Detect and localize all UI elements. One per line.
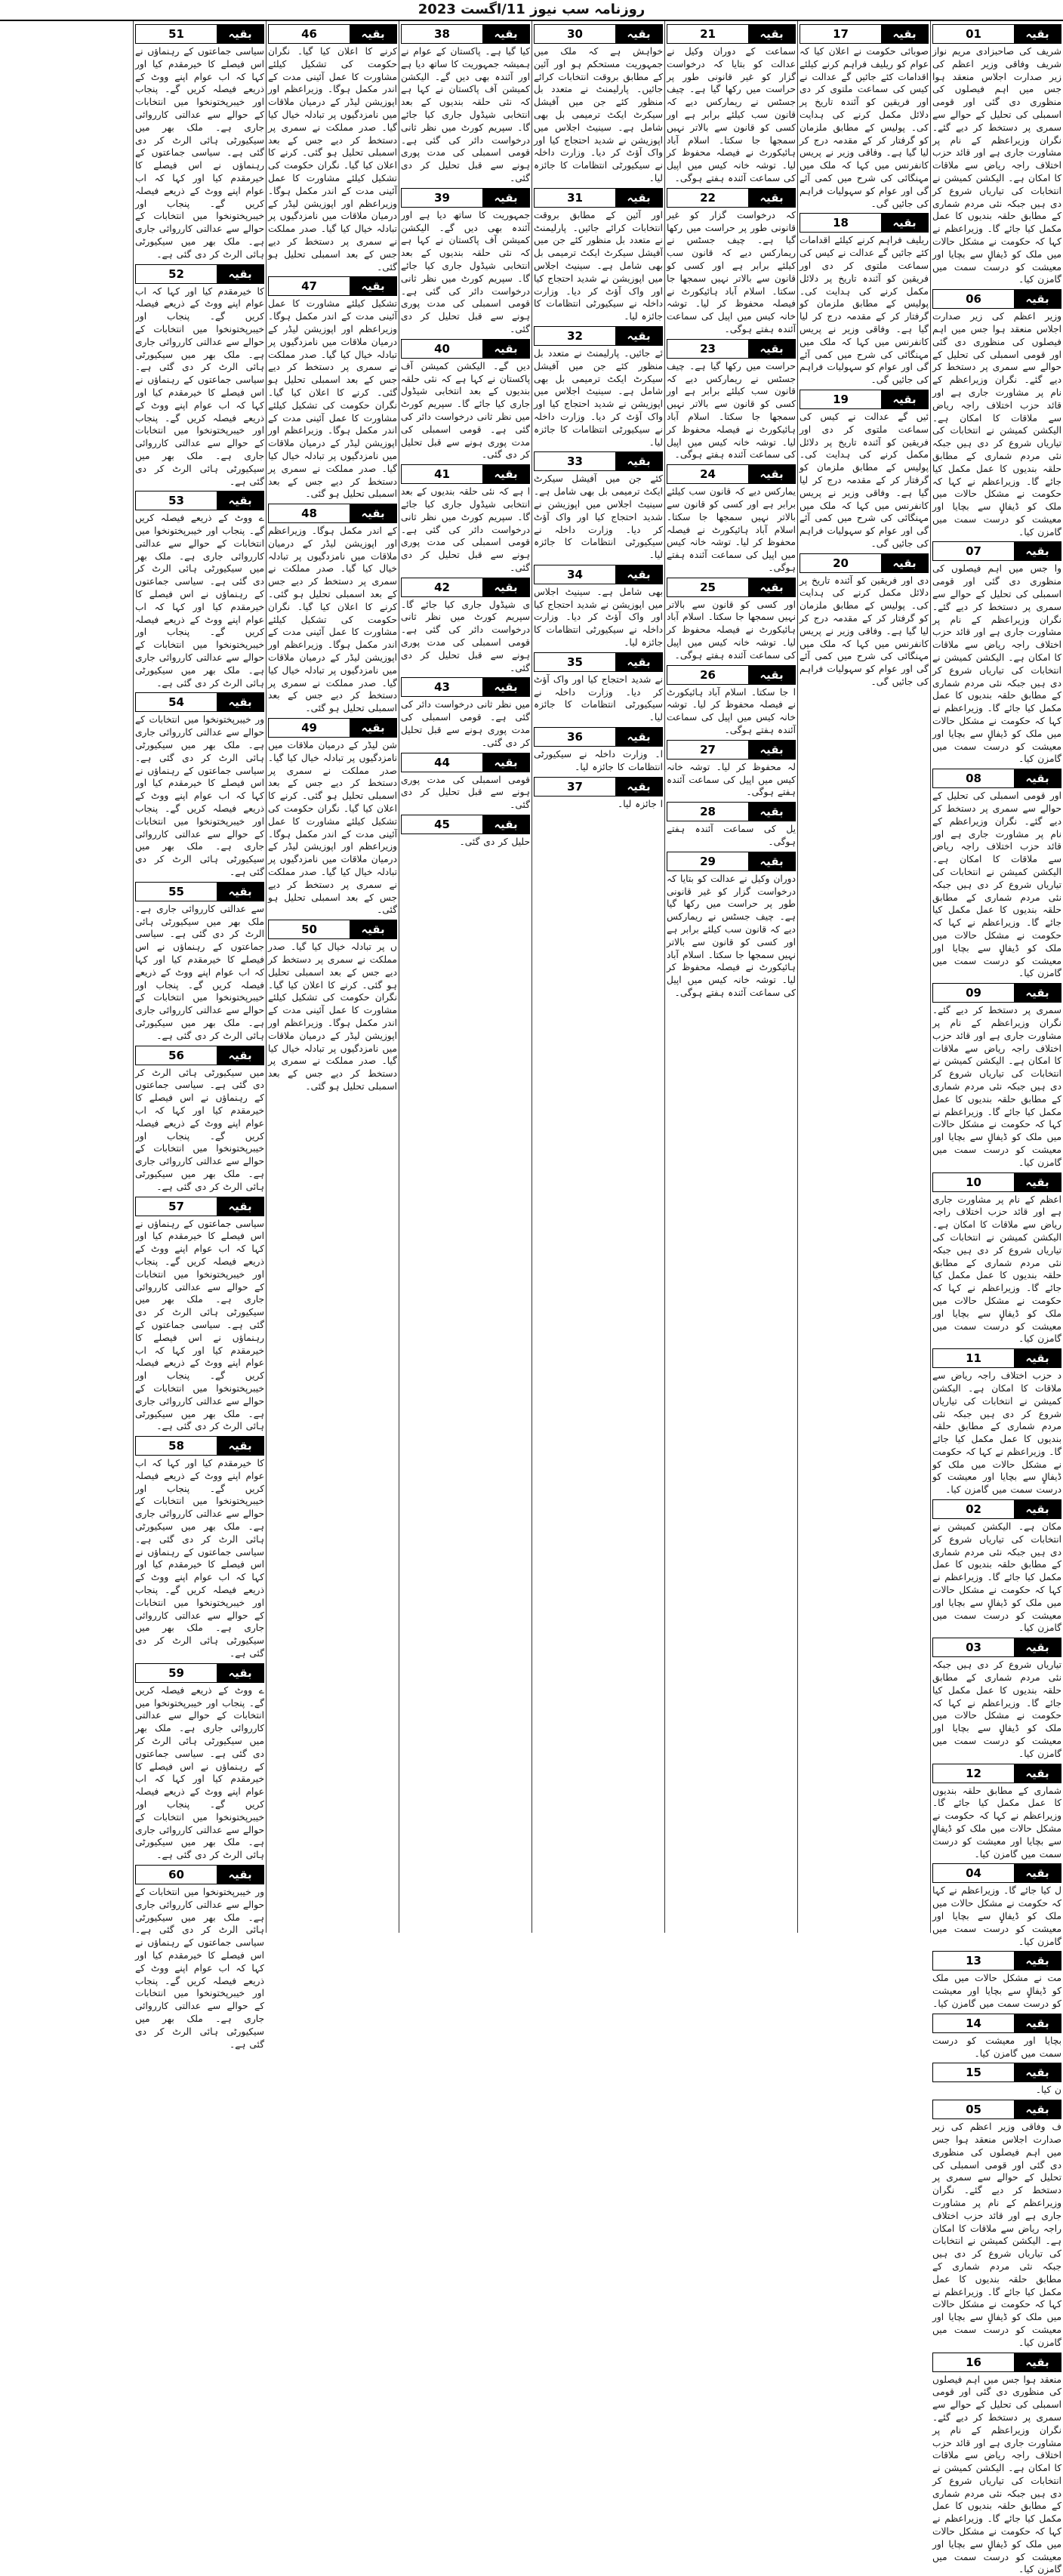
article-text: تشکیل کیلئے مشاورت کا عمل آئینی مدت کے اندر مکمل ہوگا۔ وزیراعظم اور اپوزیشن لیڈر کے درمیان ملاقات میں نامزدگیوں پر تبادلہ خیال کیا گیا۔ صدر مملکت نے سمری پر دستخط کر دیے جس کے بعد اسمبلی تحلیل ہو گئی۔ کرنے کا اعلان کیا گیا۔ نگران حکومت کی تشکیل کیلئے مشاورت کا عمل آئینی مدت کے اندر مکمل ہوگا۔ وزیراعظم اور اپوزیشن لیڈر کے درمیان ملاقات میں نامزدگیوں پر تبادلہ خیال کیا گیا۔ صدر مملکت نے سمری پر دستخط کر دیے جس کے بعد اسمبلی تحلیل ہو گئی۔ bbox=[268, 298, 397, 500]
article-text: ور خیبرپختونخوا میں انتخابات کے حوالے سے عدالتی کارروائی جاری ہے۔ ملک بھر میں سیکیورٹی ہائی الرٹ کر دی گئی ہے۔ سیاسی جماعتوں کے رہنماؤں نے اس فیصلے کا خیرمقدم کیا اور کہا کہ اب عوام اپنے ووٹ کے ذریعے فیصلہ کریں گے۔ پنجاب اور خیبرپختونخوا میں انتخابات کے حوالے سے عدالتی کارروائی جاری ہے۔ ملک بھر میں سیکیورٹی ہائی الرٹ کر دی گئی ہے۔ bbox=[135, 714, 264, 878]
continuation-box bbox=[135, 1197, 264, 1216]
continuation-label: بقیہ bbox=[881, 390, 928, 408]
continuation-label: بقیہ bbox=[748, 578, 795, 596]
article-text: لہ محفوظ کر لیا۔ توشہ خانہ کیس میں اپیل کی سماعت آئندہ ہفتے ہوگی۔ bbox=[667, 761, 796, 798]
continuation-box bbox=[800, 24, 929, 44]
continuation-label: بقیہ bbox=[350, 719, 396, 737]
continuation-box bbox=[667, 740, 796, 760]
continuation-number: 07 bbox=[933, 542, 1014, 560]
continuation-number: 46 bbox=[269, 25, 350, 43]
article-text: حراست میں رکھا گیا ہے۔ چیف جسٹس نے ریمارکس دیے کہ قانون سب کیلئے برابر ہے اور کسی کو قانون سے بالاتر نہیں سمجھا جا سکتا۔ اسلام آباد ہائیکورٹ نے فیصلہ محفوظ کر لیا۔ توشہ خانہ کیس میں اپیل کی سماعت آئندہ ہفتے ہوگی۔ bbox=[667, 360, 796, 461]
continuation-number: 35 bbox=[535, 653, 615, 671]
article-text: اور آئین کے مطابق بروقت انتخابات کرائے جائیں۔ پارلیمنٹ نے متعدد بل منظور کئے جن میں آفیشل سیکرٹ ایکٹ ترمیمی بل بھی شامل ہے۔ سینیٹ اجلاس میں اپوزیشن نے شدید احتجاج کیا اور واک آؤٹ کر دیا۔ وزارت داخلہ نے سیکیورٹی انتظامات کا جائزہ لیا۔ bbox=[534, 209, 663, 322]
continuation-box bbox=[667, 578, 796, 597]
continuation-label: بقیہ bbox=[1014, 25, 1061, 43]
continuation-label: بقیہ bbox=[1014, 769, 1061, 787]
continuation-box bbox=[932, 2063, 1061, 2082]
article-text: ا۔ وزارت داخلہ نے سیکیورٹی انتظامات کا جائزہ لیا۔ bbox=[534, 749, 663, 772]
article-text: منعقد ہوا جس میں اہم فیصلوں کی منظوری دی گئی اور قومی اسمبلی کی تحلیل کے حوالے سے سمری پر دستخط کر دیے گئے۔ نگران وزیراعظم کے نام پر مشاورت جاری ہے اور قائد حزب اختلاف راجہ ریاض سے ملاقات کا امکان ہے۔ الیکشن کمیشن نے انتخابات کی تیاریاں شروع کر دی ہیں جبکہ نئی مردم شماری کے مطابق حلقہ بندیوں کا عمل مکمل کیا جائے گا۔ وزیراعظم نے کہا کہ حکومت نے مشکل حالات میں ملک کو ڈیفالٟ سے بچایا اور معیشت کو درست سمت میں گامزن کیا۔ bbox=[932, 2374, 1061, 2575]
continuation-number: 25 bbox=[667, 578, 748, 596]
continuation-box bbox=[135, 1663, 264, 1683]
continuation-box bbox=[135, 491, 264, 510]
continuation-label: بقیہ bbox=[1014, 2100, 1061, 2118]
article-text: ریلیف فراہم کرنے کیلئے اقدامات کئے جائیں گے عدالت نے کیس کی سماعت ملتوی کر دی اور فریقین کو آئندہ تاریخ پر دلائل مکمل کرنے کی ہدایت کی۔ پولیس کے مطابق ملزمان کو گرفتار کر کے مقدمہ درج کر لیا گیا ہے۔ وفاقی وزیر نے پریس کانفرنس میں کہا کہ ملک میں مہنگائی کی شرح میں کمی آئے گی اور عوام کو سہولیات فراہم کی جائیں گی۔ bbox=[800, 235, 929, 386]
continuation-label: بقیہ bbox=[748, 25, 795, 43]
continuation-box bbox=[800, 390, 929, 409]
article-text: دوران وکیل نے عدالت کو بتایا کہ درخواست گزار کو غیر قانونی طور پر حراست میں رکھا گیا ہے۔ چیف جسٹس نے ریمارکس دیے کہ قانون سب کیلئے برابر ہے اور کسی کو قانون سے بالاتر نہیں سمجھا جا سکتا۔ اسلام آباد ہائیکورٹ نے فیصلہ محفوظ کر لیا۔ توشہ خانہ کیس میں اپیل کی سماعت آئندہ ہفتے ہوگی۔ bbox=[667, 873, 796, 999]
continuation-number: 30 bbox=[535, 25, 615, 43]
article-text: صوبائی حکومت نے اعلان کیا کہ عوام کو ریلیف فراہم کرنے کیلئے اقدامات کئے جائیں گے عدالت نے کیس کی سماعت ملتوی کر دی اور فریقین کو آئندہ تاریخ پر دلائل مکمل کرنے کی ہدایت کی۔ پولیس کے مطابق ملزمان کو گرفتار کر کے مقدمہ درج کر لیا گیا ہے۔ وفاقی وزیر نے پریس کانفرنس میں کہا کہ ملک میں مہنگائی کی شرح میں کمی آئے گی اور عوام کو سہولیات فراہم کی جائیں گی۔ bbox=[800, 46, 929, 209]
article-text: خواہش ہے کہ ملک میں جمہوریت مستحکم ہو اور آئین کے مطابق بروقت انتخابات کرائے جائیں۔ پارلیمنٹ نے متعدد بل منظور کئے جن میں آفیشل سیکرٹ ایکٹ ترمیمی بل بھی شامل ہے۔ سینیٹ اجلاس میں اپوزیشن نے شدید احتجاج کیا اور واک آؤٹ کر دیا۔ وزارت داخلہ نے سیکیورٹی انتظامات کا جائزہ لیا۔ bbox=[534, 46, 663, 183]
continuation-label: بقیہ bbox=[1014, 290, 1061, 308]
continuation-number: 31 bbox=[535, 189, 615, 207]
continuation-label: بقیہ bbox=[217, 1664, 263, 1682]
column-6 bbox=[266, 21, 399, 1933]
continuation-number: 32 bbox=[535, 327, 615, 345]
article-text: شماری کے مطابق حلقہ بندیوں کا عمل مکمل کیا جائے گا۔ وزیراعظم نے کہا کہ حکومت نے مشکل حالات میں ملک کو ڈیفالٟ سے بچایا اور معیشت کو درست سمت میں گامزن کیا۔ bbox=[932, 1785, 1061, 1860]
continuation-box bbox=[932, 2353, 1061, 2372]
continuation-box bbox=[534, 777, 663, 797]
article-text: سمری پر دستخط کر دیے گئے۔ نگران وزیراعظم کے نام پر مشاورت جاری ہے اور قائد حزب اختلاف راجہ ریاض سے ملاقات کا امکان ہے۔ الیکشن کمیشن نے انتخابات کی تیاریاں شروع کر دی ہیں جبکہ نئی مردم شماری کے مطابق حلقہ بندیوں کا عمل مکمل کیا جائے گا۔ وزیراعظم نے کہا کہ حکومت نے مشکل حالات میں ملک کو ڈیفالٟ سے بچایا اور معیشت کو درست سمت میں گامزن کیا۔ bbox=[932, 1005, 1061, 1168]
article-text: ئے جائیں۔ پارلیمنٹ نے متعدد بل منظور کئے جن میں آفیشل سیکرٹ ایکٹ ترمیمی بل بھی شامل ہے۔ سینیٹ اجلاس میں اپوزیشن نے شدید احتجاج کیا اور واک آؤٹ کر دیا۔ وزارت داخلہ نے سیکیورٹی انتظامات کا جائزہ لیا۔ bbox=[534, 347, 663, 448]
article-text: یمارکس دیے کہ قانون سب کیلئے برابر ہے اور کسی کو قانون سے بالاتر نہیں سمجھا جا سکتا۔ اسلام آباد ہائیکورٹ نے فیصلہ محفوظ کر لیا۔ توشہ خانہ کیس میں اپیل کی سماعت آئندہ ہفتے ہوگی۔ bbox=[667, 486, 796, 573]
article-text: کرنے کا اعلان کیا گیا۔ نگران حکومت کی تشکیل کیلئے مشاورت کا عمل آئینی مدت کے اندر مکمل ہوگا۔ وزیراعظم اور اپوزیشن لیڈر کے درمیان ملاقات میں نامزدگیوں پر تبادلہ خیال کیا گیا۔ صدر مملکت نے سمری پر دستخط کر دیے جس کے بعد اسمبلی تحلیل ہو گئی۔ کرنے کا اعلان کیا گیا۔ نگران حکومت کی تشکیل کیلئے مشاورت کا عمل آئینی مدت کے اندر مکمل ہوگا۔ وزیراعظم اور اپوزیشن لیڈر کے درمیان ملاقات میں نامزدگیوں پر تبادلہ خیال کیا گیا۔ صدر مملکت نے سمری پر دستخط کر دیے جس کے بعد اسمبلی تحلیل ہو گئی۔ bbox=[268, 46, 397, 273]
continuation-label: بقیہ bbox=[881, 554, 928, 572]
continuation-box bbox=[932, 769, 1061, 788]
continuation-label: بقیہ bbox=[881, 214, 928, 232]
continuation-number: 48 bbox=[269, 504, 350, 522]
continuation-label: بقیہ bbox=[350, 504, 396, 522]
article-text: دیں گے۔ الیکشن کمیشن آف پاکستان نے کہا ہے کہ نئی حلقہ بندیوں کے بعد انتخابی شیڈول جاری کیا جائے گا۔ سپریم کورٹ میں نظر ثانی درخواست دائر کی گئی ہے۔ قومی اسمبلی کی مدت پوری ہونے سے قبل تحلیل کر دی گئی۔ bbox=[401, 360, 530, 461]
continuation-label: بقیہ bbox=[1014, 1638, 1061, 1656]
continuation-number: 16 bbox=[933, 2353, 1014, 2371]
article-text: جمہوریت کا ساتھ دیا ہے اور آئندہ بھی دیں گے۔ الیکشن کمیشن آف پاکستان نے کہا ہے کہ نئی حلقہ بندیوں کے بعد انتخابی شیڈول جاری کیا جائے گا۔ سپریم کورٹ میں نظر ثانی درخواست دائر کی گئی ہے۔ قومی اسمبلی کی مدت پوری ہونے سے قبل تحلیل کر دی گئی۔ bbox=[401, 209, 530, 334]
article-text: مت نے مشکل حالات میں ملک کو ڈیفالٟ سے بچایا اور معیشت کو درست سمت میں گامزن کیا۔ bbox=[932, 1973, 1061, 2009]
continuation-box bbox=[135, 1865, 264, 1884]
continuation-number: 59 bbox=[136, 1664, 217, 1682]
continuation-number: 49 bbox=[269, 719, 350, 737]
continuation-number: 15 bbox=[933, 2063, 1014, 2081]
continuation-number: 55 bbox=[136, 883, 217, 901]
continuation-label: بقیہ bbox=[615, 189, 662, 207]
continuation-label: بقیہ bbox=[748, 852, 795, 870]
continuation-label: بقیہ bbox=[615, 25, 662, 43]
article-text: ئیں گے عدالت نے کیس کی سماعت ملتوی کر دی اور فریقین کو آئندہ تاریخ پر دلائل مکمل کرنے کی ہدایت کی۔ پولیس کے مطابق ملزمان کو گرفتار کر کے مقدمہ درج کر لیا گیا ہے۔ وفاقی وزیر نے پریس کانفرنس میں کہا کہ ملک میں مہنگائی کی شرح میں کمی آئے گی اور عوام کو سہولیات فراہم کی جائیں گی۔ bbox=[800, 411, 929, 549]
article-text: ے ووٹ کے ذریعے فیصلہ کریں گے۔ پنجاب اور خیبرپختونخوا میں انتخابات کے حوالے سے عدالتی کارروائی جاری ہے۔ ملک بھر میں سیکیورٹی ہائی الرٹ کر دی گئی ہے۔ سیاسی جماعتوں کے رہنماؤں نے اس فیصلے کا خیرمقدم کیا اور کہا کہ اب عوام اپنے ووٹ کے ذریعے فیصلہ کریں گے۔ پنجاب اور خیبرپختونخوا میں انتخابات کے حوالے سے عدالتی کارروائی جاری ہے۔ ملک بھر میں سیکیورٹی ہائی الرٹ کر دی گئی ہے۔ bbox=[135, 1684, 264, 1861]
continuation-number: 29 bbox=[667, 852, 748, 870]
continuation-label: بقیہ bbox=[1014, 2014, 1061, 2032]
article-text: دی اور فریقین کو آئندہ تاریخ پر دلائل مکمل کرنے کی ہدایت کی۔ پولیس کے مطابق ملزمان کو گرفتار کر کے مقدمہ درج کر لیا گیا ہے۔ وفاقی وزیر نے پریس کانفرنس میں کہا کہ ملک میں مہنگائی کی شرح میں کمی آئے گی اور عوام کو سہولیات فراہم کی جائیں گی۔ bbox=[800, 575, 929, 688]
article-text: مکان ہے۔ الیکشن کمیشن نے انتخابات کی تیاریاں شروع کر دی ہیں جبکہ نئی مردم شماری کے مطابق حلقہ بندیوں کا عمل مکمل کیا جائے گا۔ وزیراعظم نے کہا کہ حکومت نے مشکل حالات میں ملک کو ڈیفالٟ سے بچایا اور معیشت کو درست سمت میں گامزن کیا۔ bbox=[932, 1521, 1061, 1634]
continuation-number: 42 bbox=[402, 578, 482, 596]
continuation-box bbox=[667, 464, 796, 484]
continuation-box bbox=[401, 339, 530, 359]
column-5 bbox=[399, 21, 532, 1933]
continuation-box bbox=[268, 24, 397, 44]
article-text: ا جائزہ لیا۔ bbox=[618, 798, 663, 809]
continuation-label: بقیہ bbox=[482, 465, 529, 483]
continuation-number: 41 bbox=[402, 465, 482, 483]
continuation-box bbox=[534, 727, 663, 747]
continuation-number: 54 bbox=[136, 693, 217, 711]
continuation-box bbox=[401, 464, 530, 484]
column-8 bbox=[0, 21, 133, 1933]
article-text: اعظم کے نام پر مشاورت جاری ہے اور قائد حزب اختلاف راجہ ریاض سے ملاقات کا امکان ہے۔ الیکشن کمیشن نے انتخابات کی تیاریاں شروع کر دی ہیں جبکہ نئی مردم شماری کے مطابق حلقہ بندیوں کا عمل مکمل کیا جائے گا۔ وزیراعظم نے کہا کہ حکومت نے مشکل حالات میں ملک کو ڈیفالٟ سے بچایا اور معیشت کو درست سمت میں گامزن کیا۔ bbox=[932, 1194, 1061, 1345]
article-text: حلیل کر دی گئی۔ bbox=[459, 837, 530, 848]
article-text: اور قومی اسمبلی کی تحلیل کے حوالے سے سمری پر دستخط کر دیے گئے۔ نگران وزیراعظم کے نام پر مشاورت جاری ہے اور قائد حزب اختلاف راجہ ریاض سے ملاقات کا امکان ہے۔ الیکشن کمیشن نے انتخابات کی تیاریاں شروع کر دی ہیں جبکہ نئی مردم شماری کے مطابق حلقہ بندیوں کا عمل مکمل کیا جائے گا۔ وزیراعظم نے کہا کہ حکومت نے مشکل حالات میں ملک کو ڈیفالٟ سے بچایا اور معیشت کو درست سمت میں گامزن کیا۔ bbox=[932, 790, 1061, 979]
continuation-number: 47 bbox=[269, 277, 350, 295]
article-text: کہ درخواست گزار کو غیر قانونی طور پر حراست میں رکھا گیا ہے۔ چیف جسٹس نے ریمارکس دیے کہ قانون سب کیلئے برابر ہے اور کسی کو قانون سے بالاتر نہیں سمجھا جا سکتا۔ اسلام آباد ہائیکورٹ نے فیصلہ محفوظ کر لیا۔ توشہ خانہ کیس میں اپیل کی سماعت آئندہ ہفتے ہوگی۔ bbox=[667, 209, 796, 334]
article-text: نے شدید احتجاج کیا اور واک آؤٹ کر دیا۔ وزارت داخلہ نے سیکیورٹی انتظامات کا جائزہ لیا۔ bbox=[534, 673, 663, 723]
continuation-box bbox=[932, 1951, 1061, 1971]
article-text: کا خیرمقدم کیا اور کہا کہ اب عوام اپنے ووٹ کے ذریعے فیصلہ کریں گے۔ پنجاب اور خیبرپختونخوا میں انتخابات کے حوالے سے عدالتی کارروائی جاری ہے۔ ملک بھر میں سیکیورٹی ہائی الرٹ کر دی گئی ہے۔ سیاسی جماعتوں کے رہنماؤں نے اس فیصلے کا خیرمقدم کیا اور کہا کہ اب عوام اپنے ووٹ کے ذریعے فیصلہ کریں گے۔ پنجاب اور خیبرپختونخوا میں انتخابات کے حوالے سے عدالتی کارروائی جاری ہے۔ ملک بھر میں سیکیورٹی ہائی الرٹ کر دی گئی ہے۔ bbox=[135, 285, 264, 487]
continuation-number: 58 bbox=[136, 1437, 217, 1455]
continuation-box bbox=[534, 451, 663, 471]
continuation-number: 20 bbox=[800, 554, 881, 572]
continuation-label: بقیہ bbox=[482, 189, 529, 207]
continuation-label: بقیہ bbox=[748, 741, 795, 759]
continuation-label: بقیہ bbox=[748, 189, 795, 207]
article-text: میں سیکیورٹی ہائی الرٹ کر دی گئی ہے۔ سیاسی جماعتوں کے رہنماؤں نے اس فیصلے کا خیرمقدم کیا اور کہا کہ اب عوام اپنے ووٹ کے ذریعے فیصلہ کریں گے۔ پنجاب اور خیبرپختونخوا میں انتخابات کے حوالے سے عدالتی کارروائی جاری ہے۔ ملک بھر میں سیکیورٹی ہائی الرٹ کر دی گئی ہے۔ bbox=[135, 1067, 264, 1192]
continuation-label: بقیہ bbox=[748, 465, 795, 483]
continuation-label: بقیہ bbox=[482, 25, 529, 43]
continuation-number: 50 bbox=[269, 920, 350, 938]
continuation-number: 21 bbox=[667, 25, 748, 43]
continuation-box bbox=[932, 24, 1061, 44]
continuation-number: 33 bbox=[535, 452, 615, 470]
continuation-box bbox=[932, 541, 1061, 561]
continuation-number: 51 bbox=[136, 25, 217, 43]
continuation-box bbox=[932, 289, 1061, 309]
continuation-box bbox=[534, 652, 663, 672]
article-text: وزیر اعظم کی زیر صدارت اجلاس منعقد ہوا جس میں اہم فیصلوں کی منظوری دی گئی اور قومی اسمبلی کی تحلیل کے حوالے سے سمری پر دستخط کر دیے گئے۔ نگران وزیراعظم کے نام پر مشاورت جاری ہے اور قائد حزب اختلاف راجہ ریاض سے ملاقات کا امکان ہے۔ الیکشن کمیشن نے انتخابات کی تیاریاں شروع کر دی ہیں جبکہ نئی مردم شماری کے مطابق حلقہ بندیوں کا عمل مکمل کیا جائے گا۔ وزیراعظم نے کہا کہ حکومت نے مشکل حالات میں ملک کو ڈیفالٟ سے بچایا اور معیشت کو درست سمت میں گامزن کیا۔ bbox=[932, 311, 1061, 538]
continuation-label: بقیہ bbox=[217, 883, 263, 901]
continuation-number: 04 bbox=[933, 1864, 1014, 1882]
article-text: ف وفاقی وزیر اعظم کی زیر صدارت اجلاس منعقد ہوا جس میں اہم فیصلوں کی منظوری دی گئی اور قومی اسمبلی کی تحلیل کے حوالے سے سمری پر دستخط کر دیے گئے۔ نگران وزیراعظم کے نام پر مشاورت جاری ہے اور قائد حزب اختلاف راجہ ریاض سے ملاقات کا امکان ہے۔ الیکشن کمیشن نے انتخابات کی تیاریاں شروع کر دی ہیں جبکہ نئی مردم شماری کے مطابق حلقہ بندیوں کا عمل مکمل کیا جائے گا۔ وزیراعظم نے کہا کہ حکومت نے مشکل حالات میں ملک کو ڈیفالٟ سے بچایا اور معیشت کو درست سمت میں گامزن کیا۔ bbox=[932, 2122, 1061, 2348]
continuation-label: بقیہ bbox=[217, 265, 263, 283]
article-text: ا ہے کہ نئی حلقہ بندیوں کے بعد انتخابی شیڈول جاری کیا جائے گا۔ سپریم کورٹ میں نظر ثانی درخواست دائر کی گئی ہے۔ قومی اسمبلی کی مدت پوری ہونے سے قبل تحلیل کر دی گئی۔ bbox=[401, 486, 530, 573]
continuation-label: بقیہ bbox=[748, 803, 795, 821]
article-text: اور کسی کو قانون سے بالاتر نہیں سمجھا جا سکتا۔ اسلام آباد ہائیکورٹ نے فیصلہ محفوظ کر لیا۔ توشہ خانہ کیس میں اپیل کی سماعت آئندہ ہفتے ہوگی۔ bbox=[667, 599, 796, 661]
continuation-label: بقیہ bbox=[1014, 1173, 1061, 1191]
article-text: کا خیرمقدم کیا اور کہا کہ اب عوام اپنے ووٹ کے ذریعے فیصلہ کریں گے۔ پنجاب اور خیبرپختونخوا میں انتخابات کے حوالے سے عدالتی کارروائی جاری ہے۔ ملک بھر میں سیکیورٹی ہائی الرٹ کر دی گئی ہے۔ سیاسی جماعتوں کے رہنماؤں نے اس فیصلے کا خیرمقدم کیا اور کہا کہ اب عوام اپنے ووٹ کے ذریعے فیصلہ کریں گے۔ پنجاب اور خیبرپختونخوا میں انتخابات کے حوالے سے عدالتی کارروائی جاری ہے۔ ملک بھر میں سیکیورٹی ہائی الرٹ کر دی گئی ہے۔ bbox=[135, 1458, 264, 1659]
continuation-number: 60 bbox=[136, 1866, 217, 1884]
continuation-number: 43 bbox=[402, 678, 482, 696]
continuation-number: 27 bbox=[667, 741, 748, 759]
continuation-box bbox=[932, 1172, 1061, 1192]
continuation-number: 24 bbox=[667, 465, 748, 483]
continuation-box bbox=[667, 188, 796, 208]
continuation-label: بقیہ bbox=[1014, 984, 1061, 1002]
continuation-number: 17 bbox=[800, 25, 881, 43]
continuation-number: 52 bbox=[136, 265, 217, 283]
continuation-number: 18 bbox=[800, 214, 881, 232]
article-text: قومی اسمبلی کی مدت پوری ہونے سے قبل تحلیل کر دی گئی۔ bbox=[401, 774, 530, 811]
continuation-label: بقیہ bbox=[1014, 2063, 1061, 2081]
continuation-box bbox=[135, 264, 264, 284]
continuation-label: بقیہ bbox=[350, 920, 396, 938]
continuation-number: 28 bbox=[667, 803, 748, 821]
article-text: ے ووٹ کے ذریعے فیصلہ کریں گے۔ پنجاب اور خیبرپختونخوا میں انتخابات کے حوالے سے عدالتی کارروائی جاری ہے۔ ملک بھر میں سیکیورٹی ہائی الرٹ کر دی گئی ہے۔ سیاسی جماعتوں کے رہنماؤں نے اس فیصلے کا خیرمقدم کیا اور کہا کہ اب عوام اپنے ووٹ کے ذریعے فیصلہ کریں گے۔ پنجاب اور خیبرپختونخوا میں انتخابات کے حوالے سے عدالتی کارروائی جاری ہے۔ ملک بھر میں سیکیورٹی ہائی الرٹ کر دی گئی ہے۔ bbox=[135, 513, 264, 689]
continuation-box bbox=[268, 276, 397, 296]
continuation-number: 13 bbox=[933, 1952, 1014, 1970]
continuation-number: 44 bbox=[402, 753, 482, 772]
continuation-box bbox=[401, 578, 530, 597]
article-text: یل کی سماعت آئندہ ہفتے ہوگی۔ bbox=[667, 824, 796, 848]
continuation-box bbox=[800, 553, 929, 573]
article-text: ن کیا۔ bbox=[1035, 2085, 1061, 2096]
continuation-box bbox=[932, 983, 1061, 1003]
article-text: سیاسی جماعتوں کے رہنماؤں نے اس فیصلے کا خیرمقدم کیا اور کہا کہ اب عوام اپنے ووٹ کے ذریعے فیصلہ کریں گے۔ پنجاب اور خیبرپختونخوا میں انتخابات کے حوالے سے عدالتی کارروائی جاری ہے۔ ملک بھر میں سیکیورٹی ہائی الرٹ کر دی گئی ہے۔ سیاسی جماعتوں کے رہنماؤں نے اس فیصلے کا خیرمقدم کیا اور کہا کہ اب عوام اپنے ووٹ کے ذریعے فیصلہ کریں گے۔ پنجاب اور خیبرپختونخوا میں انتخابات کے حوالے سے عدالتی کارروائی جاری ہے۔ ملک بھر میں سیکیورٹی ہائی الرٹ کر دی گئی ہے۔ bbox=[135, 1218, 264, 1432]
continuation-box bbox=[135, 882, 264, 901]
continuation-number: 23 bbox=[667, 340, 748, 358]
continuation-label: بقیہ bbox=[748, 340, 795, 358]
continuation-box bbox=[401, 815, 530, 834]
article-text: ل کیا جائے گا۔ وزیراعظم نے کہا کہ حکومت نے مشکل حالات میں ملک کو ڈیفالٟ سے بچایا اور معیشت کو درست سمت میں گامزن کیا۔ bbox=[932, 1885, 1061, 1947]
continuation-box bbox=[534, 565, 663, 584]
article-text: کیا گیا ہے۔ پاکستان کے عوام نے ہمیشہ جمہوریت کا ساتھ دیا ہے اور آئندہ بھی دیں گے۔ الیکشن کمیشن آف پاکستان نے کہا ہے کہ نئی حلقہ بندیوں کے بعد انتخابی شیڈول جاری کیا جائے گا۔ سپریم کورٹ میں نظر ثانی درخواست دائر کی گئی ہے۔ قومی اسمبلی کی مدت پوری ہونے سے قبل تحلیل کر دی گئی۔ bbox=[401, 46, 530, 183]
continuation-label: بقیہ bbox=[615, 653, 662, 671]
article-text: وا جس میں اہم فیصلوں کی منظوری دی گئی اور قومی اسمبلی کی تحلیل کے حوالے سے سمری پر دستخط کر دیے گئے۔ نگران وزیراعظم کے نام پر مشاورت جاری ہے اور قائد حزب اختلاف راجہ ریاض سے ملاقات کا امکان ہے۔ الیکشن کمیشن نے انتخابات کی تیاریاں شروع کر دی ہیں جبکہ نئی مردم شماری کے مطابق حلقہ بندیوں کا عمل مکمل کیا جائے گا۔ وزیراعظم نے کہا کہ حکومت نے مشکل حالات میں ملک کو ڈیفالٟ سے بچایا اور معیشت کو درست سمت میں گامزن کیا۔ bbox=[932, 563, 1061, 765]
continuation-box bbox=[667, 802, 796, 821]
continuation-box bbox=[268, 920, 397, 939]
continuation-number: 01 bbox=[933, 25, 1014, 43]
continuation-number: 45 bbox=[402, 815, 482, 834]
continuation-box bbox=[401, 753, 530, 772]
continuation-number: 03 bbox=[933, 1638, 1014, 1656]
continuation-box bbox=[932, 2100, 1061, 2119]
continuation-label: بقیہ bbox=[1014, 1952, 1061, 1970]
continuation-number: 10 bbox=[933, 1173, 1014, 1191]
article-text: شریف کی صاحبزادی مریم نواز شریف وفاقی وزیر اعظم کی زیر صدارت اجلاس منعقد ہوا جس میں اہم فیصلوں کی منظوری دی گئی اور قومی اسمبلی کی تحلیل کے حوالے سے سمری پر دستخط کر دیے گئے۔ نگران وزیراعظم کے نام پر مشاورت جاری ہے اور قائد حزب اختلاف راجہ ریاض سے ملاقات کا امکان ہے۔ الیکشن کمیشن نے انتخابات کی تیاریاں شروع کر دی ہیں جبکہ نئی مردم شماری کے مطابق حلقہ بندیوں کا عمل مکمل کیا جائے گا۔ وزیراعظم نے کہا کہ حکومت نے مشکل حالات میں ملک کو ڈیفالٟ سے بچایا اور معیشت کو درست سمت میں گامزن کیا۔ bbox=[932, 46, 1061, 285]
continuation-box bbox=[135, 24, 264, 44]
column-7 bbox=[133, 21, 266, 2050]
continuation-label: بقیہ bbox=[350, 277, 396, 295]
article-text: ی شیڈول جاری کیا جائے گا۔ سپریم کورٹ میں نظر ثانی درخواست دائر کی گئی ہے۔ قومی اسمبلی کی مدت پوری ہونے سے قبل تحلیل کر دی گئی۔ bbox=[401, 599, 530, 673]
continuation-number: 56 bbox=[136, 1046, 217, 1065]
continuation-number: 38 bbox=[402, 25, 482, 43]
continuation-label: بقیہ bbox=[217, 1437, 263, 1455]
continuation-label: بقیہ bbox=[217, 491, 263, 510]
continuation-label: بقیہ bbox=[217, 1197, 263, 1216]
continuation-label: بقیہ bbox=[1014, 1864, 1061, 1882]
continuation-label: بقیہ bbox=[615, 565, 662, 584]
continuation-label: بقیہ bbox=[1014, 2353, 1061, 2371]
continuation-number: 40 bbox=[402, 340, 482, 358]
column-1 bbox=[930, 21, 1063, 2575]
column-2 bbox=[797, 21, 930, 1933]
article-text: سے عدالتی کارروائی جاری ہے۔ ملک بھر میں سیکیورٹی ہائی الرٹ کر دی گئی ہے۔ سیاسی جماعتوں کے رہنماؤں نے اس فیصلے کا خیرمقدم کیا اور کہا کہ اب عوام اپنے ووٹ کے ذریعے فیصلہ کریں گے۔ پنجاب اور خیبرپختونخوا میں انتخابات کے حوالے سے عدالتی کارروائی جاری ہے۔ ملک بھر میں سیکیورٹی ہائی الرٹ کر دی گئی ہے۔ bbox=[135, 903, 264, 1041]
column-4 bbox=[532, 21, 664, 1933]
article-text: شن لیڈر کے درمیان ملاقات میں نامزدگیوں پر تبادلہ خیال کیا گیا۔ صدر مملکت نے سمری پر دستخط کر دیے جس کے بعد اسمبلی تحلیل ہو گئی۔ کرنے کا اعلان کیا گیا۔ نگران حکومت کی تشکیل کیلئے مشاورت کا عمل آئینی مدت کے اندر مکمل ہوگا۔ وزیراعظم اور اپوزیشن لیڈر کے درمیان ملاقات میں نامزدگیوں پر تبادلہ خیال کیا گیا۔ صدر مملکت نے سمری پر دستخط کر دیے جس کے بعد اسمبلی تحلیل ہو گئی۔ bbox=[268, 740, 397, 916]
continuation-label: بقیہ bbox=[1014, 542, 1061, 560]
continuation-number: 57 bbox=[136, 1197, 217, 1216]
continuation-box bbox=[534, 326, 663, 346]
article-text: تیاریاں شروع کر دی ہیں جبکہ نئی مردم شماری کے مطابق حلقہ بندیوں کا عمل مکمل کیا جائے گا۔ وزیراعظم نے کہا کہ حکومت نے مشکل حالات میں ملک کو ڈیفالٟ سے بچایا اور معیشت کو درست سمت میں گامزن کیا۔ bbox=[932, 1659, 1061, 1759]
continuation-label: بقیہ bbox=[482, 340, 529, 358]
continuation-label: بقیہ bbox=[217, 25, 263, 43]
article-text: بچایا اور معیشت کو درست سمت میں گامزن کیا۔ bbox=[932, 2035, 1061, 2059]
continuation-box bbox=[800, 213, 929, 233]
article-text: سماعت کے دوران وکیل نے عدالت کو بتایا کہ درخواست گزار کو غیر قانونی طور پر حراست میں رکھا گیا ہے۔ چیف جسٹس نے ریمارکس دیے کہ قانون سب کیلئے برابر ہے اور کسی کو قانون سے بالاتر نہیں سمجھا جا سکتا۔ اسلام آباد ہائیکورٹ نے فیصلہ محفوظ کر لیا۔ توشہ خانہ کیس میں اپیل کی سماعت آئندہ ہفتے ہوگی۔ bbox=[667, 46, 796, 183]
continuation-box bbox=[667, 852, 796, 871]
continuation-box bbox=[932, 1638, 1061, 1657]
continuation-number: 34 bbox=[535, 565, 615, 584]
continuation-box bbox=[268, 718, 397, 738]
article-text: ں پر تبادلہ خیال کیا گیا۔ صدر مملکت نے سمری پر دستخط کر دیے جس کے بعد اسمبلی تحلیل ہو گئی۔ کرنے کا اعلان کیا گیا۔ نگران حکومت کی تشکیل کیلئے مشاورت کا عمل آئینی مدت کے اندر مکمل ہوگا۔ وزیراعظم اور اپوزیشن لیڈر کے درمیان ملاقات میں نامزدگیوں پر تبادلہ خیال کیا گیا۔ صدر مملکت نے سمری پر دستخط کر دیے جس کے بعد اسمبلی تحلیل ہو گئی۔ bbox=[268, 941, 397, 1092]
continuation-label: بقیہ bbox=[615, 728, 662, 746]
continuation-number: 05 bbox=[933, 2100, 1014, 2118]
continuation-box bbox=[534, 24, 663, 44]
continuation-box bbox=[401, 24, 530, 44]
continuation-number: 39 bbox=[402, 189, 482, 207]
continuation-label: بقیہ bbox=[350, 25, 396, 43]
continuation-label: بقیہ bbox=[482, 753, 529, 772]
continuation-number: 37 bbox=[535, 778, 615, 796]
continuation-box bbox=[932, 2014, 1061, 2033]
continuation-number: 02 bbox=[933, 1500, 1014, 1518]
continuation-number: 08 bbox=[933, 769, 1014, 787]
continuation-number: 19 bbox=[800, 390, 881, 408]
continuation-box bbox=[932, 1764, 1061, 1783]
continuation-box bbox=[401, 188, 530, 208]
continuation-number: 53 bbox=[136, 491, 217, 510]
article-text: د حزب اختلاف راجہ ریاض سے ملاقات کا امکان ہے۔ الیکشن کمیشن نے انتخابات کی تیاریاں شروع کر دی ہیں جبکہ نئی مردم شماری کے مطابق حلقہ بندیوں کا عمل مکمل کیا جائے گا۔ وزیراعظم نے کہا کہ حکومت نے مشکل حالات میں ملک کو ڈیفالٟ سے بچایا اور معیشت کو درست سمت میں گامزن کیا۔ bbox=[932, 1370, 1061, 1496]
continuation-box bbox=[268, 504, 397, 523]
continuation-box bbox=[932, 1499, 1061, 1519]
continuation-box bbox=[932, 1863, 1061, 1883]
continuation-number: 26 bbox=[667, 666, 748, 684]
continuation-label: بقیہ bbox=[615, 778, 662, 796]
continuation-label: بقیہ bbox=[217, 1046, 263, 1065]
article-text: ور خیبرپختونخوا میں انتخابات کے حوالے سے عدالتی کارروائی جاری ہے۔ ملک بھر میں سیکیورٹی ہائی الرٹ کر دی گئی ہے۔ سیاسی جماعتوں کے رہنماؤں نے اس فیصلے کا خیرمقدم کیا اور کہا کہ اب عوام اپنے ووٹ کے ذریعے فیصلہ کریں گے۔ پنجاب اور خیبرپختونخوا میں انتخابات کے حوالے سے عدالتی کارروائی جاری ہے۔ ملک بھر میں سیکیورٹی ہائی الرٹ کر دی گئی ہے۔ bbox=[135, 1887, 264, 2050]
continuation-label: بقیہ bbox=[748, 666, 795, 684]
continuation-box bbox=[135, 692, 264, 712]
continuation-box bbox=[667, 339, 796, 359]
continuation-label: بقیہ bbox=[482, 815, 529, 834]
continuation-box bbox=[667, 24, 796, 44]
article-text: سیاسی جماعتوں کے رہنماؤں نے اس فیصلے کا خیرمقدم کیا اور کہا کہ اب عوام اپنے ووٹ کے ذریعے فیصلہ کریں گے۔ پنجاب اور خیبرپختونخوا میں انتخابات کے حوالے سے عدالتی کارروائی جاری ہے۔ ملک بھر میں سیکیورٹی ہائی الرٹ کر دی گئی ہے۔ سیاسی جماعتوں کے رہنماؤں نے اس فیصلے کا خیرمقدم کیا اور کہا کہ اب عوام اپنے ووٹ کے ذریعے فیصلہ کریں گے۔ پنجاب اور خیبرپختونخوا میں انتخابات کے حوالے سے عدالتی کارروائی جاری ہے۔ ملک بھر میں سیکیورٹی ہائی الرٹ کر دی گئی ہے۔ bbox=[135, 46, 264, 260]
column-3 bbox=[664, 21, 797, 1933]
continuation-number: 22 bbox=[667, 189, 748, 207]
masthead-title: روزنامہ سب نیوز 11/اگست 2023 bbox=[0, 0, 1063, 21]
continuation-box bbox=[135, 1046, 264, 1065]
article-text: میں نظر ثانی درخواست دائر کی گئی ہے۔ قومی اسمبلی کی مدت پوری ہونے سے قبل تحلیل کر دی گئی۔ bbox=[401, 699, 530, 748]
continuation-number: 14 bbox=[933, 2014, 1014, 2032]
continuation-box bbox=[401, 677, 530, 697]
continuation-number: 12 bbox=[933, 1764, 1014, 1783]
continuation-number: 11 bbox=[933, 1349, 1014, 1367]
continuation-box bbox=[135, 1436, 264, 1456]
continuation-number: 06 bbox=[933, 290, 1014, 308]
continuation-number: 09 bbox=[933, 984, 1014, 1002]
continuation-label: بقیہ bbox=[1014, 1764, 1061, 1783]
continuation-label: بقیہ bbox=[482, 678, 529, 696]
continuation-box bbox=[534, 188, 663, 208]
continuation-label: بقیہ bbox=[615, 452, 662, 470]
article-text: کئے جن میں آفیشل سیکرٹ ایکٹ ترمیمی بل بھی شامل ہے۔ سینیٹ اجلاس میں اپوزیشن نے شدید احتجاج کیا اور واک آؤٹ کر دیا۔ وزارت داخلہ نے سیکیورٹی انتظامات کا جائزہ لیا۔ bbox=[534, 473, 663, 561]
continuation-number: 36 bbox=[535, 728, 615, 746]
continuation-label: بقیہ bbox=[1014, 1500, 1061, 1518]
article-text: ا جا سکتا۔ اسلام آباد ہائیکورٹ نے فیصلہ محفوظ کر لیا۔ توشہ خانہ کیس میں اپیل کی سماعت آئندہ ہفتے ہوگی۔ bbox=[667, 686, 796, 736]
article-text: بھی شامل ہے۔ سینیٹ اجلاس میں اپوزیشن نے شدید احتجاج کیا اور واک آؤٹ کر دیا۔ وزارت داخلہ نے سیکیورٹی انتظامات کا جائزہ لیا۔ bbox=[534, 586, 663, 649]
continuation-box bbox=[667, 665, 796, 685]
continuation-box bbox=[932, 1348, 1061, 1368]
continuation-label: بقیہ bbox=[615, 327, 662, 345]
continuation-label: بقیہ bbox=[1014, 1349, 1061, 1367]
continuation-label: بقیہ bbox=[482, 578, 529, 596]
continuation-label: بقیہ bbox=[881, 25, 928, 43]
article-text: کے اندر مکمل ہوگا۔ وزیراعظم اور اپوزیشن لیڈر کے درمیان ملاقات میں نامزدگیوں پر تبادلہ خیال کیا گیا۔ صدر مملکت نے سمری پر دستخط کر دیے جس کے بعد اسمبلی تحلیل ہو گئی۔ کرنے کا اعلان کیا گیا۔ نگران حکومت کی تشکیل کیلئے مشاورت کا عمل آئینی مدت کے اندر مکمل ہوگا۔ وزیراعظم اور اپوزیشن لیڈر کے درمیان ملاقات میں نامزدگیوں پر تبادلہ خیال کیا گیا۔ صدر مملکت نے سمری پر دستخط کر دیے جس کے بعد اسمبلی تحلیل ہو گئی۔ bbox=[268, 525, 397, 714]
continuation-label: بقیہ bbox=[217, 1866, 263, 1884]
continuation-label: بقیہ bbox=[217, 693, 263, 711]
